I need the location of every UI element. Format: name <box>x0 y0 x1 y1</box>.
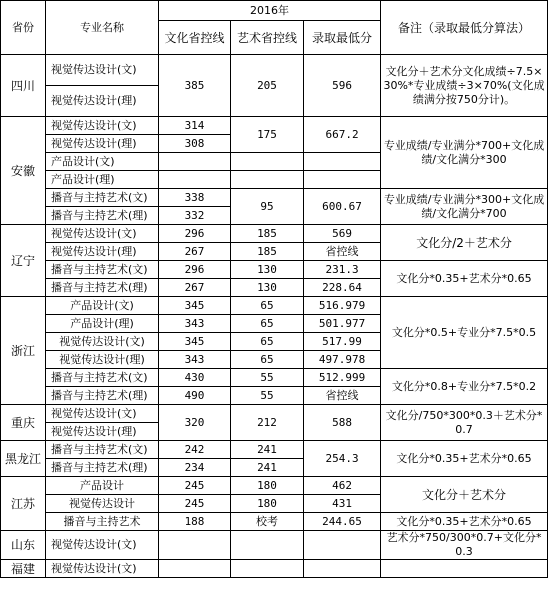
major-cell: 视觉传达设计(理) <box>46 86 159 117</box>
art-line-cell: 130 <box>231 261 304 279</box>
culture-line-cell: 267 <box>159 279 231 297</box>
empty-cell <box>231 560 304 578</box>
empty-cell <box>304 153 381 171</box>
art-line-cell: 180 <box>231 477 304 495</box>
major-cell: 产品设计(文) <box>46 297 159 315</box>
table-row <box>1 441 548 459</box>
min-score-cell: 600.67 <box>304 189 381 225</box>
culture-line-cell: 430 <box>159 369 231 387</box>
empty-cell <box>381 560 548 578</box>
major-cell: 播音与主持艺术(理) <box>46 387 159 405</box>
culture-line-cell: 245 <box>159 495 231 513</box>
min-score-cell: 228.64 <box>304 279 381 297</box>
culture-line-cell: 332 <box>159 207 231 225</box>
art-line-cell: 241 <box>231 459 304 477</box>
major-cell: 播音与主持艺术 <box>46 513 159 531</box>
province-cell: 山东 <box>1 531 46 560</box>
art-line-cell: 95 <box>231 189 304 225</box>
culture-line-cell: 345 <box>159 333 231 351</box>
table-row <box>1 477 548 495</box>
empty-cell <box>231 153 304 171</box>
province-cell: 安徽 <box>1 117 46 225</box>
culture-line-cell: 314 <box>159 117 231 135</box>
header-year: 2016年 <box>159 1 381 21</box>
header-province: 省份 <box>1 1 46 55</box>
min-score-cell: 596 <box>304 55 381 117</box>
province-cell: 福建 <box>1 560 46 578</box>
empty-cell <box>304 531 381 560</box>
major-cell: 视觉传达设计(文) <box>46 531 159 560</box>
empty-cell <box>231 171 304 189</box>
min-score-cell: 497.978 <box>304 351 381 369</box>
major-cell: 视觉传达设计(文) <box>46 55 159 86</box>
empty-cell <box>304 560 381 578</box>
province-cell: 浙江 <box>1 297 46 405</box>
culture-line-cell: 343 <box>159 315 231 333</box>
note-cell: 文化分*0.35+艺术分*0.65 <box>381 261 548 297</box>
art-line-cell: 185 <box>231 225 304 243</box>
header-note: 备注（录取最低分算法） <box>381 1 548 55</box>
culture-line-cell: 385 <box>159 55 231 117</box>
header-art-line: 艺术省控线 <box>231 21 304 55</box>
province-cell: 四川 <box>1 55 46 117</box>
note-cell: 文化分*0.35+艺术分*0.65 <box>381 441 548 477</box>
art-line-cell: 241 <box>231 441 304 459</box>
empty-cell <box>304 171 381 189</box>
min-score-cell: 244.65 <box>304 513 381 531</box>
table-row <box>1 513 548 531</box>
note-cell: 专业成绩/专业满分*700+文化成绩/文化满分*300 <box>381 117 548 189</box>
art-line-cell: 185 <box>231 243 304 261</box>
major-cell: 播音与主持艺术(理) <box>46 459 159 477</box>
major-cell: 视觉传达设计(理) <box>46 351 159 369</box>
major-cell: 播音与主持艺术(文) <box>46 441 159 459</box>
min-score-cell: 517.99 <box>304 333 381 351</box>
culture-line-cell: 242 <box>159 441 231 459</box>
major-cell: 视觉传达设计(理) <box>46 423 159 441</box>
table-row <box>1 189 548 207</box>
note-cell: 专业成绩/专业满分*300+文化成绩/文化满分*700 <box>381 189 548 225</box>
province-cell: 重庆 <box>1 405 46 441</box>
culture-line-cell: 490 <box>159 387 231 405</box>
major-cell: 播音与主持艺术(文) <box>46 261 159 279</box>
min-score-cell: 231.3 <box>304 261 381 279</box>
province-cell: 黑龙江 <box>1 441 46 477</box>
note-cell: 文化分/750*300*0.3＋艺术分*0.7 <box>381 405 548 441</box>
min-score-cell: 516.979 <box>304 297 381 315</box>
culture-line-cell: 296 <box>159 225 231 243</box>
art-line-cell: 175 <box>231 117 304 153</box>
culture-line-cell: 320 <box>159 405 231 441</box>
major-cell: 播音与主持艺术(理) <box>46 279 159 297</box>
major-cell: 视觉传达设计(理) <box>46 243 159 261</box>
major-cell: 视觉传达设计 <box>46 495 159 513</box>
min-score-cell: 462 <box>304 477 381 495</box>
province-cell: 辽宁 <box>1 225 46 297</box>
empty-cell <box>159 153 231 171</box>
min-score-cell: 431 <box>304 495 381 513</box>
min-score-cell: 省控线 <box>304 387 381 405</box>
major-cell: 视觉传达设计(理) <box>46 135 159 153</box>
art-line-cell: 130 <box>231 279 304 297</box>
min-score-cell: 254.3 <box>304 441 381 477</box>
table-row <box>1 405 548 423</box>
culture-line-cell: 308 <box>159 135 231 153</box>
province-cell: 江苏 <box>1 477 46 531</box>
major-cell: 视觉传达设计(文) <box>46 117 159 135</box>
major-cell: 视觉传达设计(文) <box>46 333 159 351</box>
major-cell: 产品设计(理) <box>46 171 159 189</box>
major-cell: 播音与主持艺术(理) <box>46 207 159 225</box>
table-row <box>1 225 548 243</box>
empty-cell <box>159 531 231 560</box>
min-score-cell: 512.999 <box>304 369 381 387</box>
empty-cell <box>231 531 304 560</box>
table-row <box>1 261 548 279</box>
culture-line-cell: 234 <box>159 459 231 477</box>
table-row <box>1 531 548 560</box>
art-line-cell: 212 <box>231 405 304 441</box>
min-score-cell: 667.2 <box>304 117 381 153</box>
header-row-top <box>1 1 548 21</box>
art-line-cell: 65 <box>231 315 304 333</box>
note-cell: 文化分*0.35+艺术分*0.65 <box>381 513 548 531</box>
min-score-cell: 569 <box>304 225 381 243</box>
art-line-cell: 55 <box>231 387 304 405</box>
major-cell: 视觉传达设计(文) <box>46 560 159 578</box>
culture-line-cell: 267 <box>159 243 231 261</box>
table-row <box>1 117 548 135</box>
major-cell: 产品设计(文) <box>46 153 159 171</box>
major-cell: 视觉传达设计(文) <box>46 405 159 423</box>
empty-cell <box>159 560 231 578</box>
major-cell: 视觉传达设计(文) <box>46 225 159 243</box>
art-line-cell: 校考 <box>231 513 304 531</box>
table-row <box>1 297 548 315</box>
note-cell: 文化分*0.5+专业分*7.5*0.5 <box>381 297 548 369</box>
culture-line-cell: 188 <box>159 513 231 531</box>
major-cell: 播音与主持艺术(文) <box>46 189 159 207</box>
min-score-cell: 588 <box>304 405 381 441</box>
note-cell: 文化分＋艺术分文化成绩÷7.5×30%*专业成绩÷3×70%(文化成绩满分按750分计)。 <box>381 55 548 117</box>
art-line-cell: 205 <box>231 55 304 117</box>
empty-cell <box>159 171 231 189</box>
art-line-cell: 180 <box>231 495 304 513</box>
art-line-cell: 65 <box>231 333 304 351</box>
art-line-cell: 55 <box>231 369 304 387</box>
culture-line-cell: 296 <box>159 261 231 279</box>
header-major: 专业名称 <box>46 1 159 55</box>
major-cell: 产品设计(理) <box>46 315 159 333</box>
culture-line-cell: 343 <box>159 351 231 369</box>
art-line-cell: 65 <box>231 351 304 369</box>
table-row <box>1 55 548 86</box>
note-cell: 艺术分*750/300*0.7+文化分*0.3 <box>381 531 548 560</box>
major-cell: 产品设计 <box>46 477 159 495</box>
header-min-score: 录取最低分 <box>304 21 381 55</box>
note-cell: 文化分＋艺术分 <box>381 477 548 513</box>
culture-line-cell: 338 <box>159 189 231 207</box>
min-score-cell: 省控线 <box>304 243 381 261</box>
min-score-cell: 501.977 <box>304 315 381 333</box>
table-row <box>1 560 548 578</box>
culture-line-cell: 245 <box>159 477 231 495</box>
culture-line-cell: 345 <box>159 297 231 315</box>
note-cell: 文化分*0.8+专业分*7.5*0.2 <box>381 369 548 405</box>
art-line-cell: 65 <box>231 297 304 315</box>
table-row <box>1 369 548 387</box>
major-cell: 播音与主持艺术(文) <box>46 369 159 387</box>
note-cell: 文化分/2＋艺术分 <box>381 225 548 261</box>
header-culture-line: 文化省控线 <box>159 21 231 55</box>
